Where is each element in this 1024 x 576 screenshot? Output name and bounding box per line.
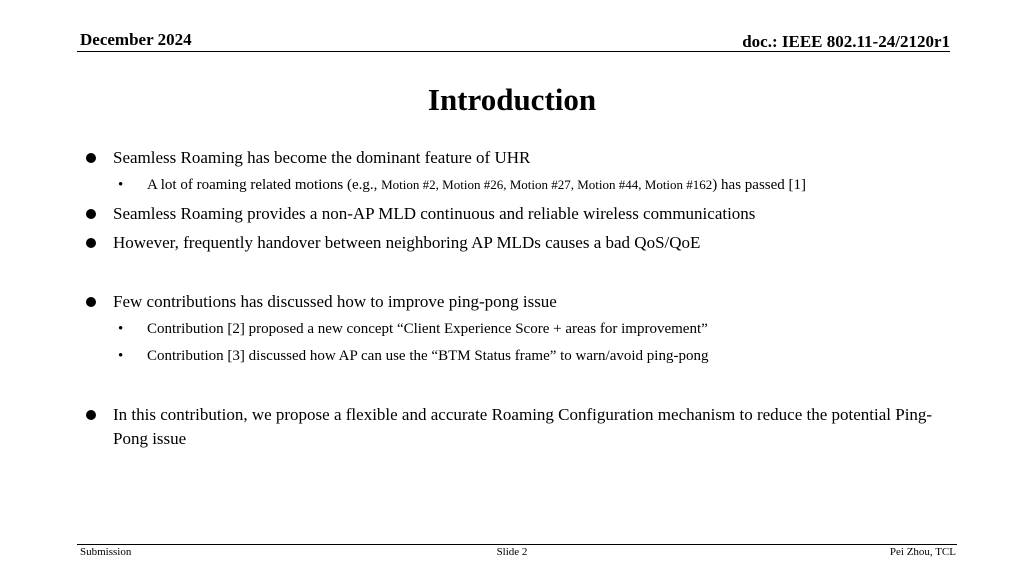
bullet-3 — [86, 231, 966, 255]
header-doc-id: doc.: IEEE 802.11-24/2120r1 — [742, 32, 950, 51]
bullet-dot-icon — [86, 238, 96, 248]
sub-bullet-1-1-prefix: A lot of roaming related motions (e.g., — [147, 177, 382, 193]
sub-bullet-1-1-text — [147, 175, 968, 195]
header-divider — [77, 51, 950, 52]
sub-bullet-4-2-text: Contribution [3] discussed how AP can use the “BTM Status frame” to warn/avoid ping-pong — [147, 348, 709, 364]
sub-bullet-icon: • — [118, 348, 124, 364]
bullet-dot-icon — [86, 209, 96, 219]
sub-bullet-1-1-suffix: ) has passed [1] — [712, 177, 807, 193]
bullet-4-text: Few contributions has discussed how to improve ping-pong issue — [113, 292, 557, 311]
bullet-1-text: Seamless Roaming has become the dominant feature of UHR — [113, 148, 531, 167]
sub-bullet-1-1 — [118, 175, 968, 195]
bullet-1 — [86, 146, 966, 170]
bullet-3-text: However, frequently handover between neighboring AP MLDs causes a bad QoS/QoE — [113, 233, 701, 252]
footer-divider — [77, 544, 957, 545]
bullet-dot-icon — [86, 153, 96, 163]
sub-bullet-icon: • — [118, 177, 124, 193]
slide-title: Introduction — [427, 82, 597, 117]
bullet-dot-icon — [86, 410, 96, 420]
bullet-5-text: In this contribution, we propose a flexible and accurate Roaming Configuration mechanism to reduce the potential Ping-Pong issue — [113, 405, 933, 448]
footer-slide-number: Slide 2 — [496, 546, 528, 558]
sub-bullet-4-1-text: Contribution [2] proposed a new concept “Client Experience Score + areas for improvement” — [147, 321, 708, 337]
bullet-5 — [86, 403, 966, 451]
sub-bullet-1-1-motions: Motion #2, Motion #26, Motion #27, Motion #44, Motion #162 — [381, 177, 713, 192]
footer-author: Pei Zhou, TCL — [889, 546, 956, 558]
sub-bullet-icon: • — [118, 321, 124, 337]
bullet-dot-icon — [86, 297, 96, 307]
bullet-2 — [86, 202, 966, 226]
sub-bullet-4-1 — [118, 319, 968, 339]
bullet-2-text: Seamless Roaming provides a non-AP MLD continuous and reliable wireless communications — [113, 204, 756, 223]
sub-bullet-4-2 — [118, 346, 968, 366]
bullet-4 — [86, 290, 966, 314]
footer-submission: Submission — [80, 546, 132, 558]
header-date: December 2024 — [80, 30, 192, 49]
